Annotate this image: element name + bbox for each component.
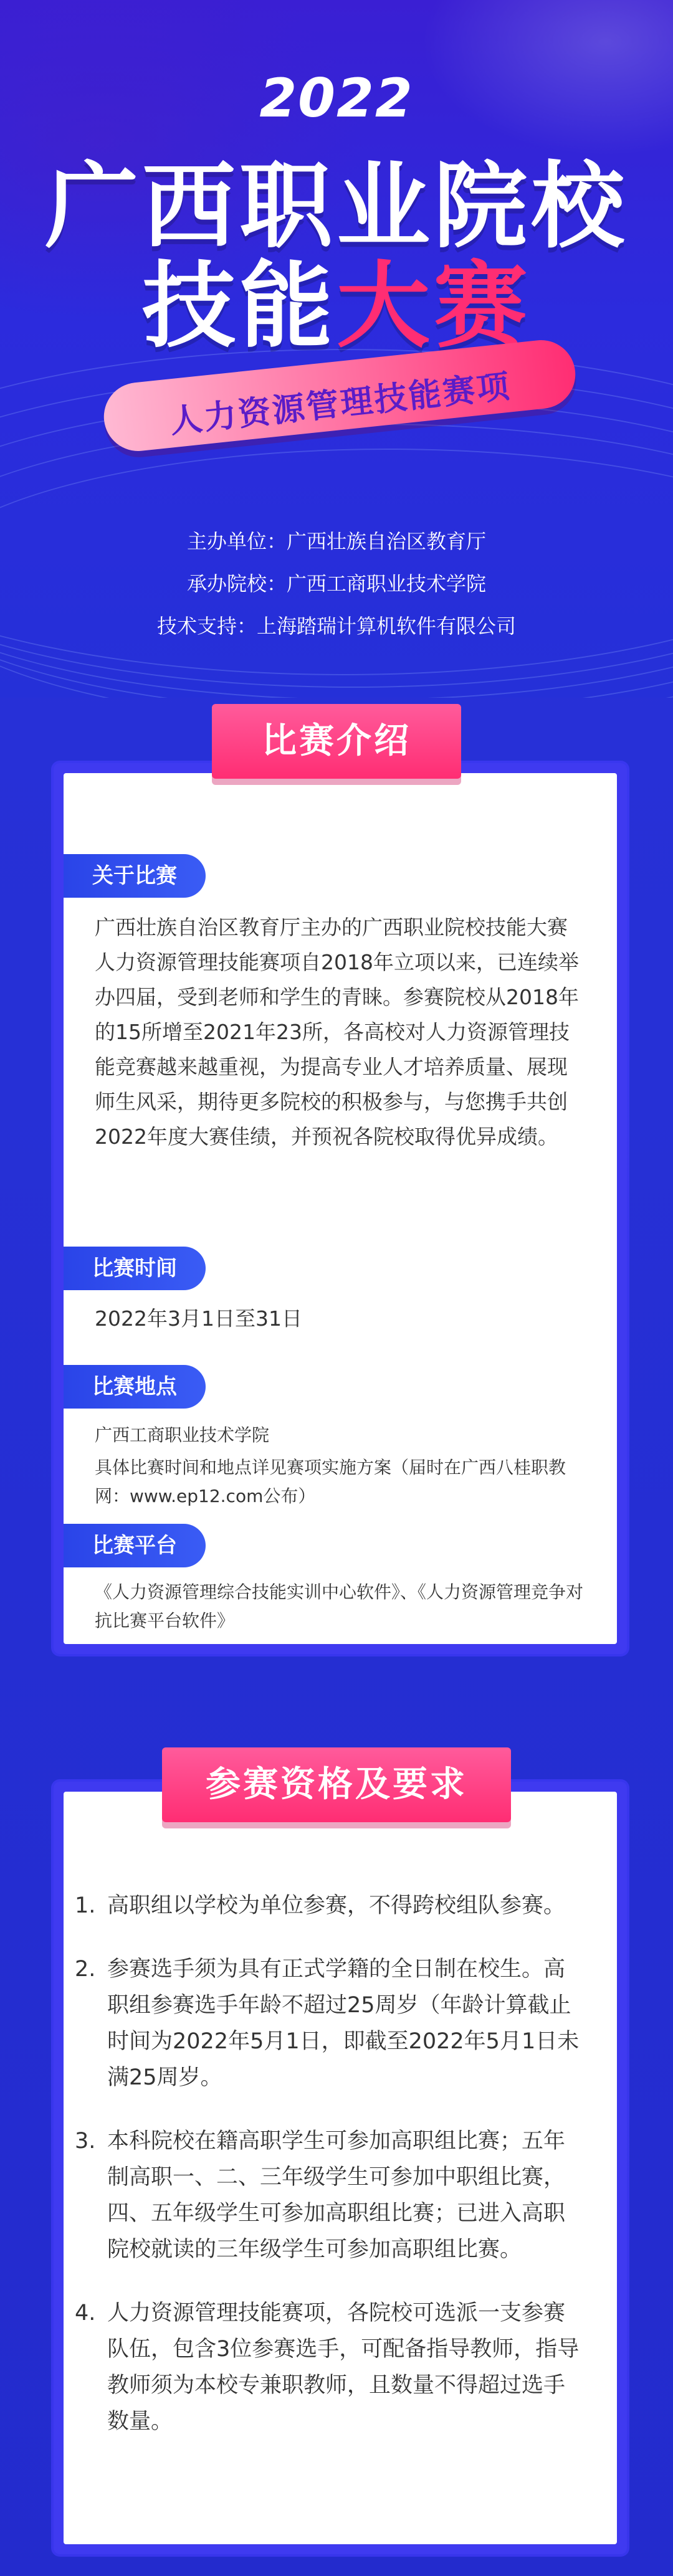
title-text-pink: 大赛 [336, 252, 532, 361]
time-text: 2022年3月1日至31日 [95, 1306, 302, 1331]
hero-banner [0, 0, 673, 698]
requirements-section-title: 参赛资格及要求 [162, 1747, 511, 1822]
place-details: 具体比赛时间和地点详见赛项实施方案（届时在广西八桂职教网：www.ep12.com公布） [95, 1457, 566, 1506]
list-item [75, 1951, 586, 2096]
organizer-host: 主办单位：广西壮族自治区教育厅 [186, 530, 486, 553]
organizer-school: 承办院校：广西工商职业技术学院 [186, 572, 486, 596]
list-item [75, 2295, 586, 2440]
place-label: 比赛地点 [64, 1365, 206, 1409]
list-item [75, 2123, 586, 2268]
list-item-text: 参赛选手须为具有正式学籍的全日制在校生。高职组参赛选手年龄不超过25周岁（年龄计算截止时间为2022年5月1日，即截至2022年5月1日未满25周岁。 [107, 1957, 580, 2090]
platform-text: 《人力资源管理综合技能实训中心软件》、《人力资源管理竞争对抗比赛平台软件》 [95, 1582, 584, 1631]
list-item-number: 1. [75, 1893, 96, 1918]
list-item [75, 1888, 586, 1924]
organizer-list [0, 520, 673, 647]
event-title-line2 [0, 231, 673, 365]
intro-section [54, 763, 627, 1654]
intro-section-title: 比赛介绍 [212, 704, 461, 779]
requirements-list [75, 1888, 586, 2467]
list-item-text: 高职组以学校为单位参赛，不得跨校组队参赛。 [107, 1893, 566, 1918]
list-item-text: 本科院校在籍高职学生可参加高职组比赛；五年制高职一、二、三年级学生可参加中职组比赛，四、五年级学生可参加高职组比赛；已进入高职院校就读的三年级学生可参加高职组比赛。 [107, 2129, 566, 2262]
about-text: 广西壮族自治区教育厅主办的广西职业院校技能大赛人力资源管理技能赛项自2018年立项以来，已连续举办四届，受到老师和学生的青睐。参赛院校从2018年的15所增至2021年23所，各高校对人力资源管理技能竞赛越来越重视，为提高专业人才培养质量、展现师生风采，期待更多院校的积极参与，与您携手共创2022年度大赛佳绩，并预祝各院校取得优异成绩。 [95, 915, 579, 1149]
about-label: 关于比赛 [64, 854, 206, 898]
organizer-tech-support: 技术支持：上海踏瑞计算机软件有限公司 [156, 614, 516, 638]
event-subtitle: 人力资源管理技能赛项 [168, 368, 513, 441]
event-year: 2022 [259, 67, 414, 130]
list-item-number: 4. [75, 2301, 96, 2326]
list-item-number: 2. [75, 1957, 96, 1982]
time-label: 比赛时间 [64, 1247, 206, 1290]
title-text-white: 技能 [141, 252, 336, 361]
place-text: 广西工商职业技术学院 [95, 1425, 270, 1445]
list-item-number: 3. [75, 2129, 96, 2154]
event-title-line1: 广西职业院校 [44, 153, 628, 261]
intro-card [64, 773, 617, 1644]
list-item-text: 人力资源管理技能赛项，各院校可选派一支参赛队伍，包含3位参赛选手，可配备指导教师，指导教师须为本校专兼职教师，且数量不得超过选手数量。 [107, 2301, 580, 2434]
platform-label: 比赛平台 [64, 1524, 206, 1567]
